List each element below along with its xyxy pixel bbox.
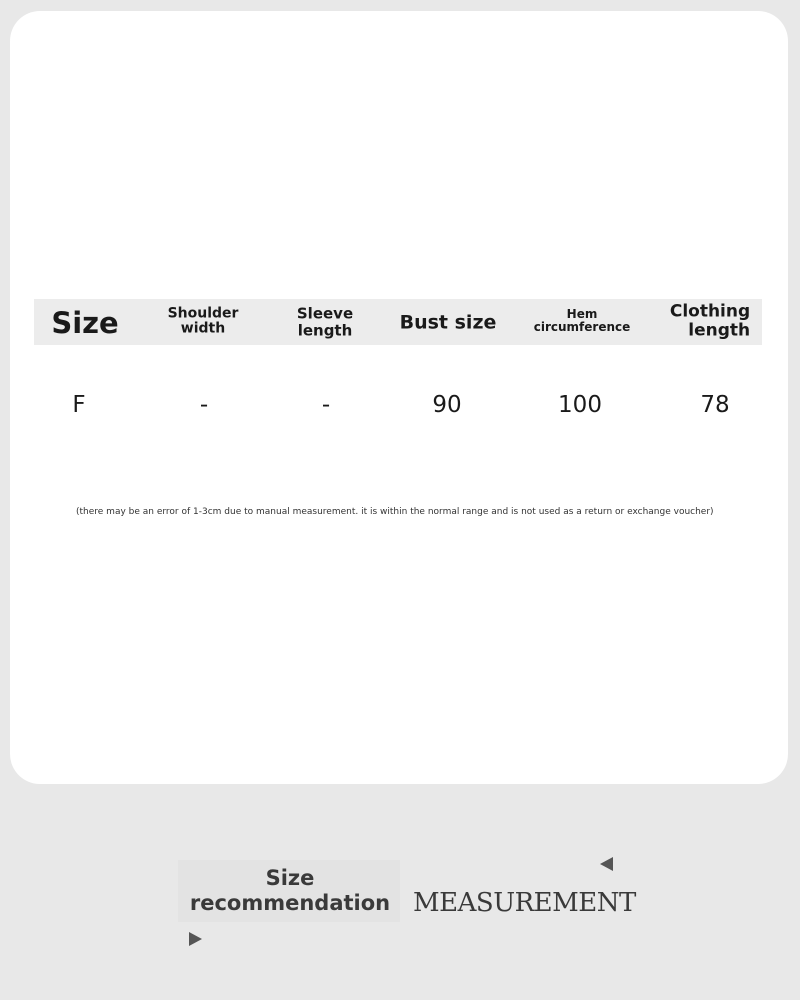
header-sleeve-line2: length	[297, 321, 353, 339]
cell-hem-circumference: 100	[558, 392, 602, 418]
cell-size: F	[72, 392, 86, 418]
header-hem-circumference	[534, 308, 631, 334]
header-sleeve-line1: Sleeve	[296, 304, 354, 323]
rec-title-line2: recommendation	[189, 891, 391, 915]
header-hem-line2: circumference	[533, 320, 631, 334]
size-chart-card	[10, 11, 788, 784]
cell-shoulder-width: -	[199, 392, 209, 418]
header-shoulder-line1: Shoulder	[167, 305, 239, 322]
cell-clothing-length: 78	[700, 392, 730, 418]
header-shoulder-line2: width	[180, 321, 226, 337]
cell-bust-size: 90	[432, 392, 462, 418]
header-clothing-length	[670, 302, 750, 339]
size-recommendation-title	[190, 866, 390, 916]
header-hem-line1: Hem	[566, 306, 598, 321]
measurement-subtitle: MEASUREMENT	[413, 888, 636, 918]
table-header-bar	[34, 299, 762, 345]
header-shoulder-width	[168, 307, 239, 338]
header-cloth-line2: length	[688, 320, 751, 340]
header-size: Size	[51, 306, 119, 341]
cell-sleeve-length: -	[321, 392, 331, 418]
header-bust-size: Bust size	[399, 311, 497, 334]
triangle-right-icon	[189, 932, 202, 946]
measurement-note: (there may be an error of 1-3cm due to manual measurement. it is within the normal range and is not used as a return or exchange voucher)	[76, 507, 714, 517]
triangle-left-icon	[600, 857, 613, 871]
header-sleeve-length	[297, 306, 353, 339]
header-cloth-line1: Clothing	[669, 301, 751, 322]
rec-title-line1: Size	[265, 865, 315, 890]
